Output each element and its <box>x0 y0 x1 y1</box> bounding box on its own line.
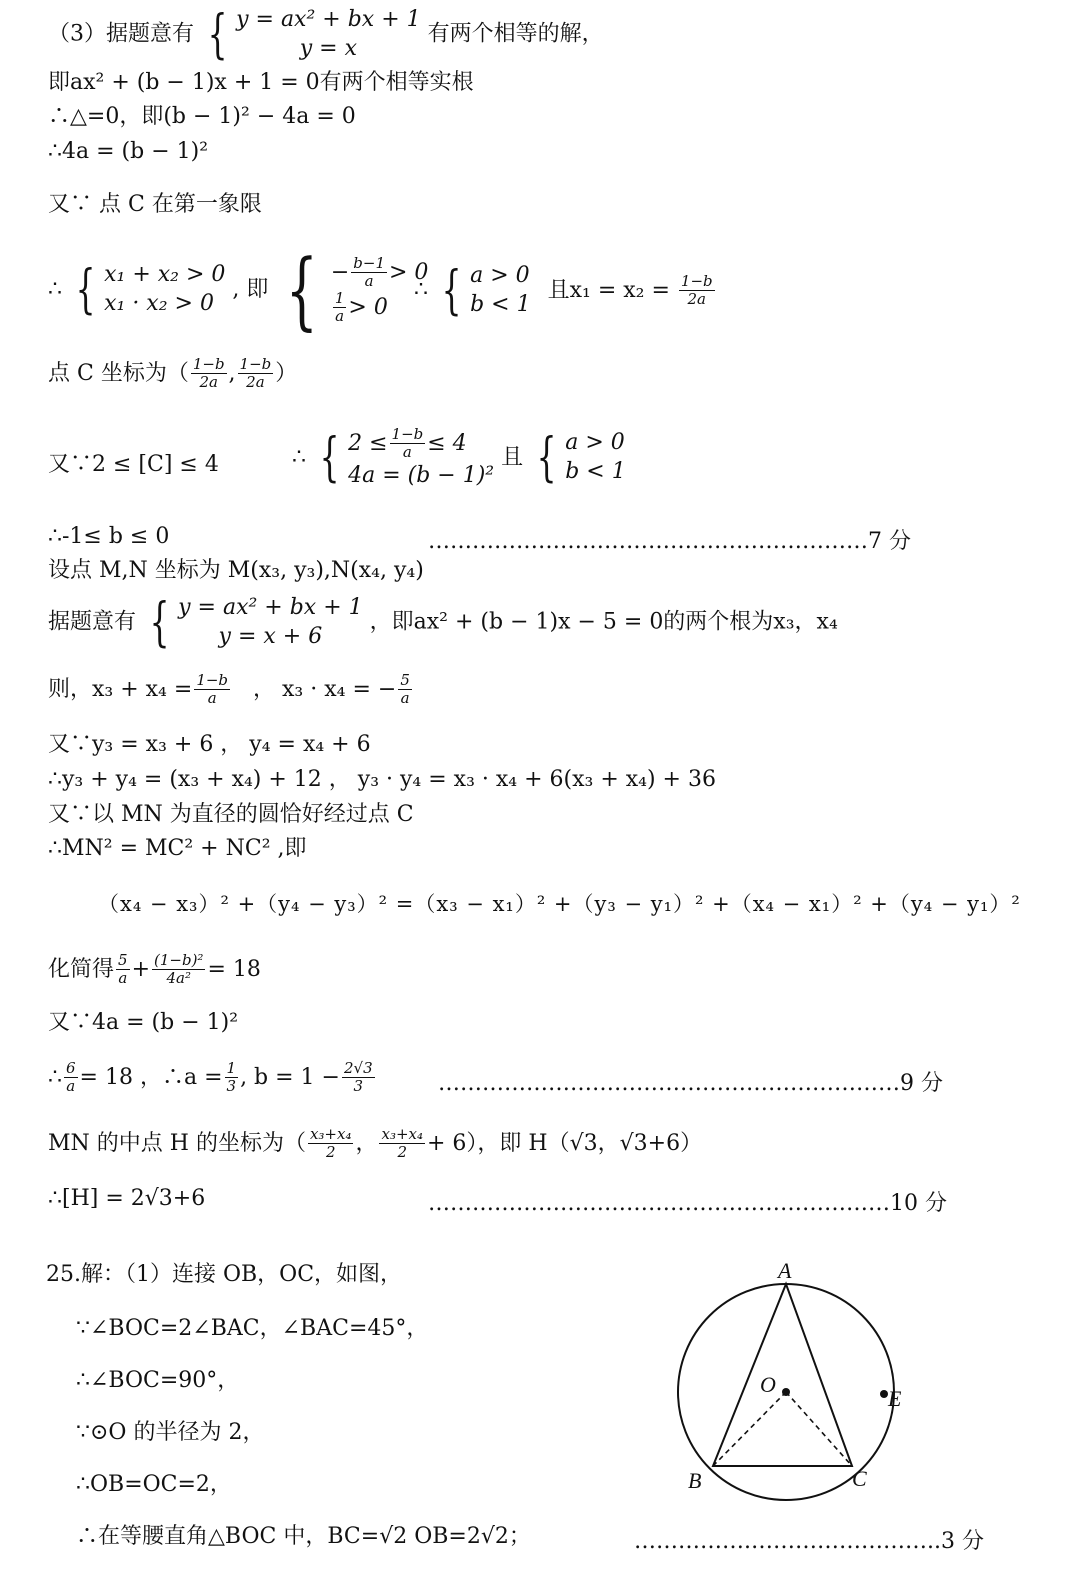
equation-row: y = ax² + bx + 1 <box>236 7 421 32</box>
fraction-denominator: a <box>402 443 412 462</box>
fraction-denominator: 3 <box>353 1077 364 1096</box>
line-7: 点 C 坐标为（ $\frac{1-b}{2a}$ , $\frac{1-b}{2a}$ ） <box>48 355 298 392</box>
circle-triangle-figure <box>660 1256 940 1516</box>
fraction-denominator: 2a <box>687 290 707 309</box>
text-mid: , 即 <box>232 277 269 302</box>
text-suffix: = 18 <box>207 956 261 982</box>
text: ， <box>355 1130 378 1156</box>
text-prefix: 点 C 坐标为（ <box>48 360 189 386</box>
fraction-numerator: 1−b <box>239 355 272 373</box>
fraction-numerator: 5 <box>400 671 410 689</box>
line-13: 又∵y₃ = x₃ + 6 ， y₄ = x₄ + 6 <box>48 732 371 757</box>
label-a: A <box>778 1258 792 1283</box>
line-28: ∴在等腰直角△BOC 中，BC=√2 OB=2√2； <box>76 1524 531 1549</box>
text-prefix: 据题意有 <box>48 609 137 635</box>
fraction-numerator: 2√3 <box>343 1059 373 1077</box>
text-suffix: 有两个相等的解， <box>427 21 604 47</box>
fraction-denominator: a <box>66 1077 76 1096</box>
equation-system: { 2 ≤ $\frac{1-b}{a}$ ≤ 4 4a = (b − 1)² <box>313 426 494 490</box>
line-22: ∴[H] = 2√3+6 <box>48 1186 206 1211</box>
fraction-denominator: a <box>207 689 217 708</box>
line-18 <box>48 952 261 988</box>
label-c: C <box>852 1466 867 1491</box>
line-6-right: ∴ { a > 0 b < 1 且x₁ = x₂ = $\frac{1-b}{2a}$ <box>414 260 713 321</box>
text-suffix: ，即ax² + (b − 1)x − 5 = 0的两个根为x₃，x₄ <box>369 609 838 635</box>
score-3: …………….……………………..3 分 <box>634 1529 984 1554</box>
text-prefix: 化简得 <box>48 956 115 982</box>
line-27: ∴OB=OC=2， <box>76 1472 232 1497</box>
line-17: （x₄ − x₃）² +（y₄ − y₃）² =（x₃ − x₁）² +（y₃ − y₁）² +（x₄ − x₁）² +（y₄ − y₁）² <box>98 892 1021 916</box>
equation-system: { − $\frac{b-1}{a}$ > 0 $\frac{1}{a}$ > 0 <box>286 241 429 339</box>
equation-system <box>201 6 421 63</box>
brace: { <box>207 4 228 65</box>
line-8-system: ∴ { 2 ≤ $\frac{1-b}{a}$ ≤ 4 4a = (b − 1)² 且 { a > 0 b < 1 <box>292 426 626 490</box>
fraction-denominator: a <box>335 307 345 326</box>
text: 2 ≤ <box>348 430 388 456</box>
fraction-denominator: a <box>118 969 128 988</box>
score-9: ………………………………………………………9 分 <box>438 1071 943 1096</box>
segment-ob <box>713 1392 786 1466</box>
equation-row: 4a = (b − 1)² <box>348 462 495 488</box>
line-3: ∴△=0，即(b − 1)² − 4a = 0 <box>48 104 356 129</box>
equation-system: { a > 0 b < 1 <box>441 260 531 321</box>
fraction-numerator: (1−b)² <box>154 951 204 969</box>
line-10: 设点 M,N 坐标为 M(x₃, y₃),N(x₄, y₄) <box>48 558 424 583</box>
equation-system: { x₁ + x₂ > 0 x₁ · x₂ > 0 <box>75 260 226 320</box>
point-o <box>782 1388 790 1396</box>
text: ≤ 4 <box>427 430 467 456</box>
point-e <box>880 1390 888 1398</box>
text: + <box>131 956 150 982</box>
fraction-numerator: x₃+x₄ <box>381 1125 423 1143</box>
line-26: ∵⊙O 的半径为 2， <box>76 1420 265 1445</box>
line-2: 即ax² + (b − 1)x + 1 = 0有两个相等实根 <box>48 70 474 95</box>
equation-row: x₁ · x₂ > 0 <box>104 291 214 316</box>
label-o: O <box>760 1372 776 1397</box>
equation-system: { y = ax² + bx + 1 y = x + 6 <box>149 592 363 653</box>
equation-tail: > 0 <box>389 259 429 285</box>
line-14: ∴y₃ + y₄ = (x₃ + x₄) + 12 ， y₃ · y₄ = x₃ · x₄ + 6(x₃ + x₄) + 36 <box>48 767 716 792</box>
line-20 <box>48 1060 377 1096</box>
fraction-denominator: 2 <box>397 1143 408 1162</box>
fraction-numerator: 1−b <box>196 671 229 689</box>
equation-row: y = x <box>299 35 357 61</box>
line-25: ∴∠BOC=90°， <box>76 1368 240 1393</box>
fraction-denominator: a <box>400 689 410 708</box>
score-7: ……………………………………………………7 分 <box>428 529 911 554</box>
line-4: ∴4a = (b − 1)² <box>48 139 209 164</box>
score-10: ………………………………………………………10 分 <box>428 1191 947 1216</box>
fraction-denominator: 3 <box>226 1077 237 1096</box>
fraction-numerator: 1 <box>334 289 345 307</box>
text: ， x₃ · x₄ = − <box>253 676 397 702</box>
fraction-numerator: b−1 <box>353 253 385 272</box>
text: + 6），即 H（√3，√3+6） <box>427 1130 703 1156</box>
equation-row: b < 1 <box>565 459 626 485</box>
line-12 <box>48 672 414 708</box>
fraction-numerator: 6 <box>66 1059 76 1077</box>
fraction-denominator: 2a <box>246 373 265 392</box>
fraction-numerator: x₃+x₄ <box>309 1125 352 1143</box>
line-1 <box>48 6 604 63</box>
text: 且 <box>501 445 524 471</box>
segment-oc <box>786 1392 852 1466</box>
line-8 <box>48 452 219 478</box>
equation-row: b < 1 <box>470 291 531 317</box>
label-b: B <box>688 1468 702 1493</box>
fraction-denominator: 2 <box>325 1143 336 1162</box>
triangle-abc <box>713 1284 852 1466</box>
line-11 <box>48 594 838 651</box>
label-e: E <box>888 1386 902 1411</box>
line-6: ∴ { x₁ + x₂ > 0 x₁ · x₂ > 0 , 即 { − $\frac{b-1}{a}$ > 0 $\frac{1}{a}$ > 0 <box>48 241 429 339</box>
equation-tail: > 0 <box>348 294 388 320</box>
equation-row: y = x + 6 <box>218 623 323 649</box>
fraction-denominator: 2a <box>199 373 218 392</box>
text-suffix: ） <box>275 360 298 386</box>
line-15: 又∵以 MN 为直径的圆恰好经过点 C <box>48 802 414 827</box>
fraction-numerator: 1−b <box>391 425 424 443</box>
fraction-denominator: 4a² <box>166 969 191 988</box>
text: 且x₁ = x₂ = <box>547 277 670 303</box>
text: 则，x₃ + x₄ = <box>48 676 193 702</box>
text: = 18 ，∴a = <box>79 1064 223 1090</box>
text: MN 的中点 H 的坐标为（ <box>48 1130 306 1156</box>
fraction-numerator: 1−b <box>192 355 225 373</box>
line-21 <box>48 1126 702 1162</box>
fraction-numerator: 1−b <box>680 271 713 290</box>
line-5: 又∵ 点 C 在第一象限 <box>48 192 262 217</box>
equation-row: a > 0 <box>470 263 530 288</box>
text: ∴ <box>48 1064 62 1090</box>
fraction-denominator: a <box>364 271 374 290</box>
text: , b = 1 − <box>240 1064 340 1090</box>
line-16: ∴MN² = MC² + NC² ,即 <box>48 836 307 861</box>
line-19: 又∵4a = (b − 1)² <box>48 1010 239 1035</box>
line-24: ∵∠BOC=2∠BAC，∠BAC=45°， <box>76 1316 429 1341</box>
equation-row: a > 0 <box>565 430 625 456</box>
text-prefix: 又∵2 ≤ [C] ≤ 4 <box>48 452 219 477</box>
fraction-numerator: 5 <box>118 951 128 969</box>
text-prefix: （3）据题意有 <box>48 21 194 47</box>
equation-system: { a > 0 b < 1 <box>536 428 626 489</box>
equation-row: y = ax² + bx + 1 <box>178 595 363 620</box>
line-9: ∴-1≤ b ≤ 0 <box>48 524 170 549</box>
fraction-numerator: 1 <box>226 1059 237 1077</box>
line-23: 25.解：（1）连接 OB，OC，如图， <box>46 1262 403 1287</box>
equation-row: x₁ + x₂ > 0 <box>104 262 226 288</box>
